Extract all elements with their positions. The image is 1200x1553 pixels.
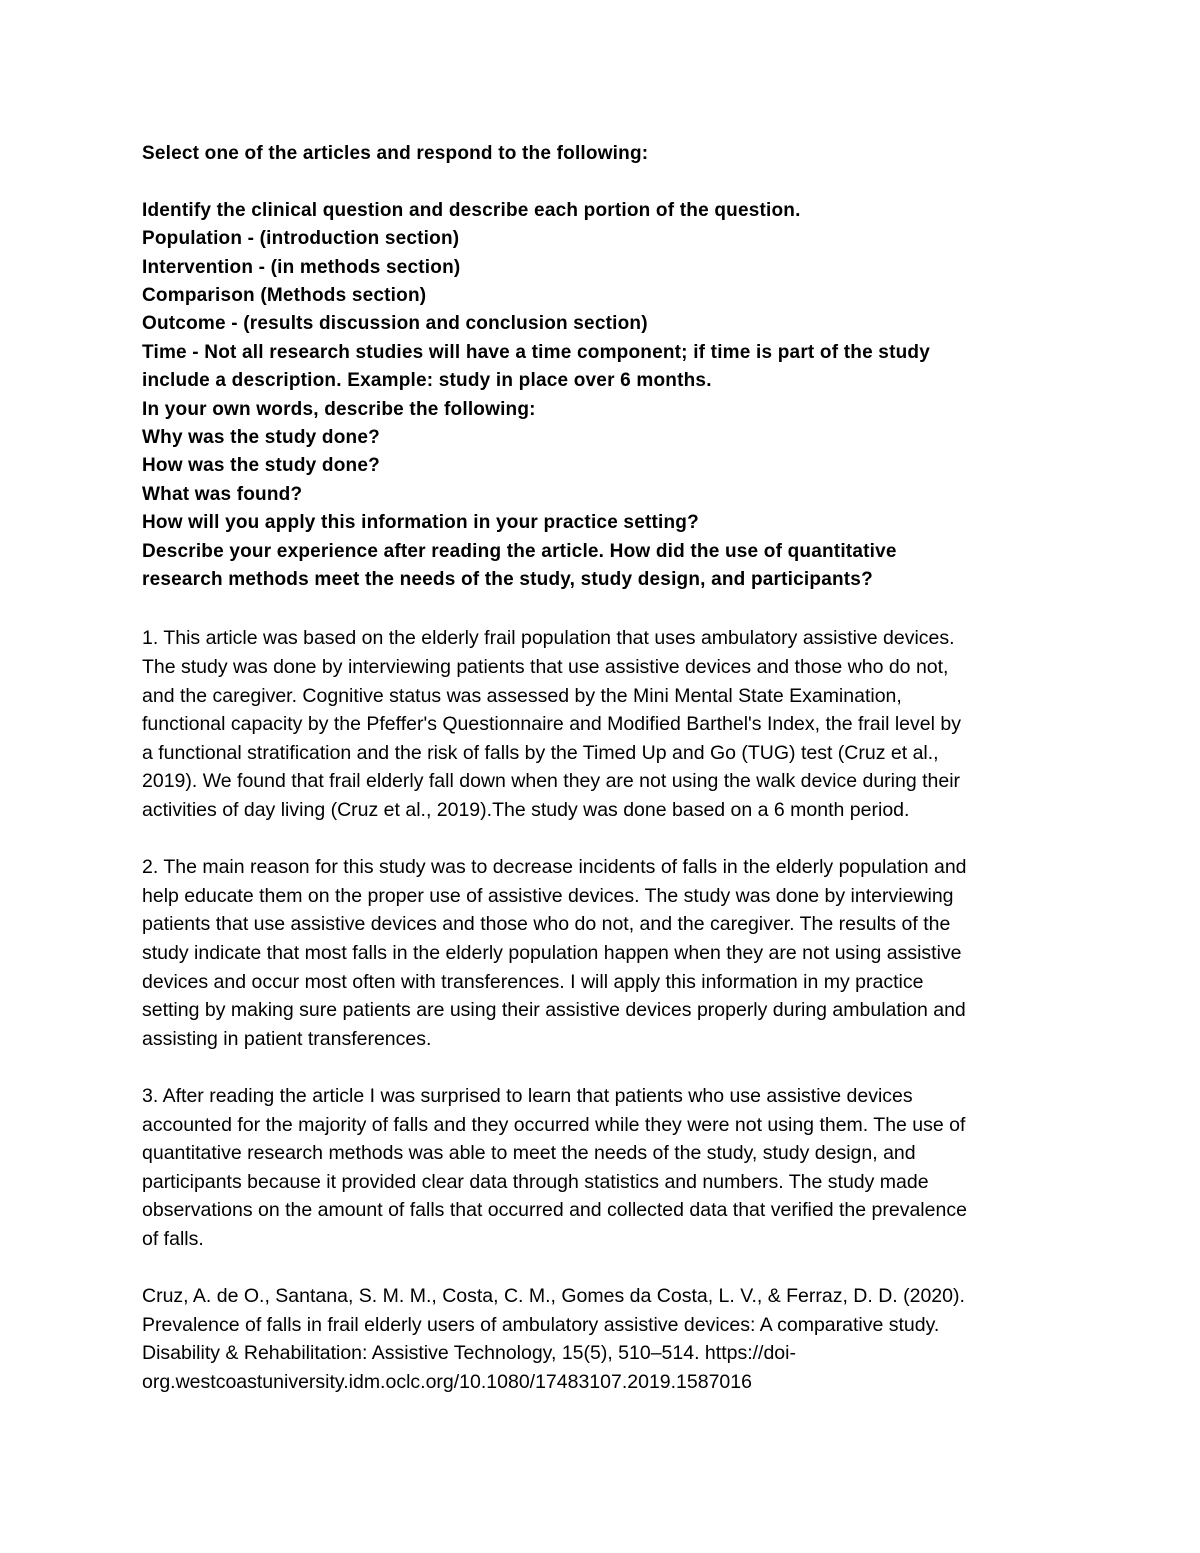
answer-line: observations on the amount of falls that occurred and collected data that verified the prevalence [142,1199,967,1222]
citation-line: Disability & Rehabilitation: Assistive Technology, 15(5), 510–514. https://doi- [142,1342,796,1365]
answer-line: 3. After reading the article I was surprised to learn that patients who use assistive devices [142,1084,913,1107]
document-page [142,140,1062,1397]
prompt-line: Why was the study done? [142,427,380,449]
answer-line: study indicate that most falls in the elderly population happen when they are not using assistive [142,942,962,965]
answer-line: The study was done by interviewing patients that use assistive devices and those who do not, [142,656,949,679]
answer-line: accounted for the majority of falls and they occurred while they were not using them. The use of [142,1113,966,1136]
citation-line: Prevalence of falls in frail elderly users of ambulatory assistive devices: A comparative study. [142,1313,940,1336]
prompt-line: How was the study done? [142,455,380,477]
citation-line: org.westcoastuniversity.idm.oclc.org/10.1080/17483107.2019.1587016 [142,1370,752,1393]
prompt-line: Describe your experience after reading the article. How did the use of quantitative [142,540,897,562]
prompt-line: Time - Not all research studies will have a time component; if time is part of the study [142,341,930,363]
prompt-line: Identify the clinical question and describe each portion of the question. [142,199,801,221]
answer-paragraph-1 [142,624,1062,824]
prompt-line: Outcome - (results discussion and conclusion section) [142,313,648,335]
reference-citation [142,1282,1062,1396]
answer-paragraph-3 [142,1082,1062,1254]
assignment-prompt [142,140,1062,594]
prompt-line: Comparison (Methods section) [142,285,427,307]
answer-line: activities of day living (Cruz et al., 2019).The study was done based on a 6 month period. [142,799,910,822]
prompt-line: What was found? [142,483,303,505]
prompt-line: Intervention - (in methods section) [142,256,461,278]
answer-line: setting by making sure patients are using their assistive devices properly during ambulation and [142,999,966,1022]
answer-paragraph-2 [142,853,1062,1053]
answer-line: 2. The main reason for this study was to decrease incidents of falls in the elderly population and [142,856,967,879]
answer-line: and the caregiver. Cognitive status was assessed by the Mini Mental State Examination, [142,684,902,707]
answer-line: participants because it provided clear data through statistics and numbers. The study made [142,1170,929,1193]
answer-line: patients that use assistive devices and those who do not, and the caregiver. The results of the [142,913,951,936]
citation-line: Cruz, A. de O., Santana, S. M. M., Costa, C. M., Gomes da Costa, L. V., & Ferraz, D. D. (2020). [142,1285,965,1308]
answer-line: 1. This article was based on the elderly frail population that uses ambulatory assistive devices. [142,627,955,650]
answer-line: quantitative research methods was able to meet the needs of the study, study design, and [142,1142,916,1165]
answer-line: devices and occur most often with transferences. I will apply this information in my practice [142,970,924,993]
answer-line: functional capacity by the Pfeffer's Questionnaire and Modified Barthel's Index, the frail level by [142,713,961,736]
prompt-line: research methods meet the needs of the study, study design, and participants? [142,569,873,591]
answer-line: assisting in patient transferences. [142,1027,432,1050]
answer-line: a functional stratification and the risk of falls by the Timed Up and Go (TUG) test (Cruz et al., [142,741,939,764]
prompt-line: How will you apply this information in your practice setting? [142,512,699,534]
prompt-spacer [142,168,1062,196]
answers-section [142,624,1062,1396]
prompt-line: include a description. Example: study in place over 6 months. [142,370,712,392]
answer-line: help educate them on the proper use of assistive devices. The study was done by interviewing [142,884,954,907]
prompt-line: In your own words, describe the following: [142,398,536,420]
prompt-line: Population - (introduction section) [142,228,460,250]
answer-line: of falls. [142,1227,204,1250]
answer-line: 2019). We found that frail elderly fall down when they are not using the walk device during their [142,770,961,793]
prompt-intro: Select one of the articles and respond to the following: [142,143,649,164]
